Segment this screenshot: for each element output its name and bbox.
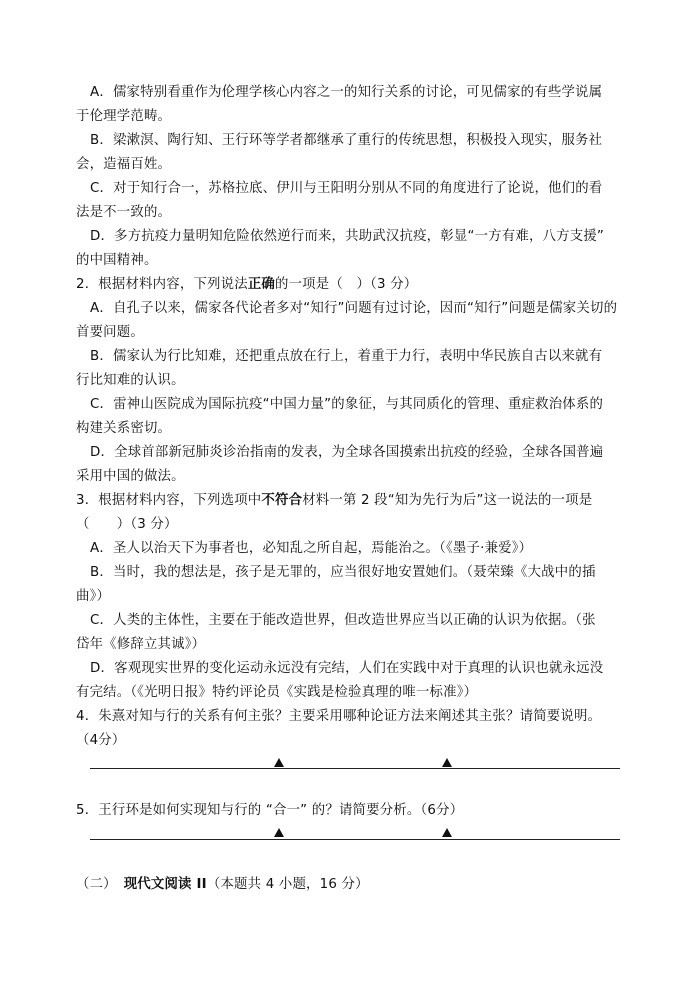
q3-stem-post: 材料一第 2 段“知为先行为后”这一说法的一项是	[302, 493, 593, 508]
q1-option-d-line2: 的中国精神。	[76, 253, 158, 268]
q1-option-b-line1: B．梁漱溟、陶行知、王行环等学者都继承了重行的传统思想，积极投入现实，服务社	[90, 133, 603, 148]
q2-option-b-line1: B．儒家认为行比知难，还把重点放在行上，着重于力行，表明中华民族自古以来就有	[90, 349, 603, 364]
answer-marker-icon	[274, 828, 284, 837]
q5-answer-line[interactable]	[90, 839, 620, 840]
q3-option-b-line1: B．当时，我的想法是，孩子是无罪的，应当很好地安置她们。（聂荣臻《大战中的插	[90, 565, 596, 580]
section-label-post: （本题共 4 小题，16 分）	[206, 877, 369, 892]
q4-stem-line2: （4分）	[76, 733, 126, 748]
q2-option-c-line1: C．雷神山医院成为国际抗疫“中国力量”的象征，与其同质化的管理、重症救治体系的	[90, 397, 604, 412]
q3-stem	[76, 492, 592, 510]
q3-option-a-line1: A．圣人以治天下为事者也，必知乱之所自起，焉能治之。（《墨子·兼爱》）	[90, 541, 533, 556]
q3-stem-line2: （ ）（3 分）	[76, 517, 178, 532]
q2-option-c-line2: 构建关系密切。	[76, 421, 172, 436]
q2-stem-bold: 正确	[247, 277, 275, 292]
q5-stem: 5．王行环是如何实现知与行的 “合一” 的？请简要分析。（6分）	[76, 803, 464, 818]
q3-stem-pre: 3．根据材料内容，下列选项中	[76, 493, 262, 508]
q3-option-c-line2: 岱年《修辞立其诚》）	[76, 637, 206, 652]
q2-option-a-line2: 首要问题。	[76, 325, 144, 340]
q2-stem-pre: 2．根据材料内容，下列说法	[76, 277, 248, 292]
q1-option-a-line2: 于伦理学范畴。	[76, 109, 172, 124]
q3-option-c-line1: C．人类的主体性，主要在于能改造世界，但改造世界应当以正确的认识为依据。（张	[90, 613, 596, 628]
answer-marker-icon	[442, 758, 452, 767]
q4-answer-line[interactable]	[90, 768, 620, 769]
answer-marker-icon	[442, 828, 452, 837]
q3-option-d-line2: 有完结。（《光明日报》特约评论员《实践是检验真理的唯一标准》）	[76, 685, 478, 700]
answer-marker-icon	[274, 758, 284, 767]
q1-option-c-line1: C．对于知行合一，苏格拉底、伊川与王阳明分别从不同的角度进行了论说，他们的看	[90, 181, 603, 196]
q3-option-d-line1: D．客观现实世界的变化运动永远没有完结，人们在实践中对于真理的认识也就永远没	[90, 661, 604, 676]
q2-option-d-line2: 采用中国的做法。	[76, 469, 185, 484]
q2-option-b-line2: 行比知难的认识。	[76, 373, 185, 388]
section-label-bold: 现代文阅读 II	[123, 877, 207, 892]
q1-option-d-line1: D．多方抗疫力量明知危险依然逆行而来，共助武汉抗疫，彰显“一方有难，八方支援”	[90, 229, 605, 244]
q4-stem: 4．朱熹对知与行的关系有何主张？主要采用哪种论证方法来阐述其主张？请简要说明。	[76, 709, 602, 724]
q2-option-a-line1: A．自孔子以来，儒家各代论者多对“知行”问题有过讨论，因而“知行”问题是儒家关切的	[90, 301, 618, 316]
section-heading	[76, 876, 369, 894]
q2-option-d-line1: D．全球首部新冠肺炎诊治指南的发表，为全球各国摸索出抗疫的经验，全球各国普遍	[90, 445, 604, 460]
section-label-pre: （二）	[76, 877, 117, 892]
q1-option-a-line1: A．儒家特别看重作为伦理学核心内容之一的知行关系的讨论，可见儒家的有些学说属	[90, 85, 603, 100]
q3-option-b-line2: 曲》）	[76, 589, 111, 604]
q2-stem	[76, 276, 417, 294]
q2-stem-post: 的一项是（ ）（3 分）	[275, 277, 418, 292]
q1-option-b-line2: 会，造福百姓。	[76, 157, 172, 172]
q1-option-c-line2: 法是不一致的。	[76, 205, 172, 220]
q3-stem-bold: 不符合	[261, 493, 303, 508]
